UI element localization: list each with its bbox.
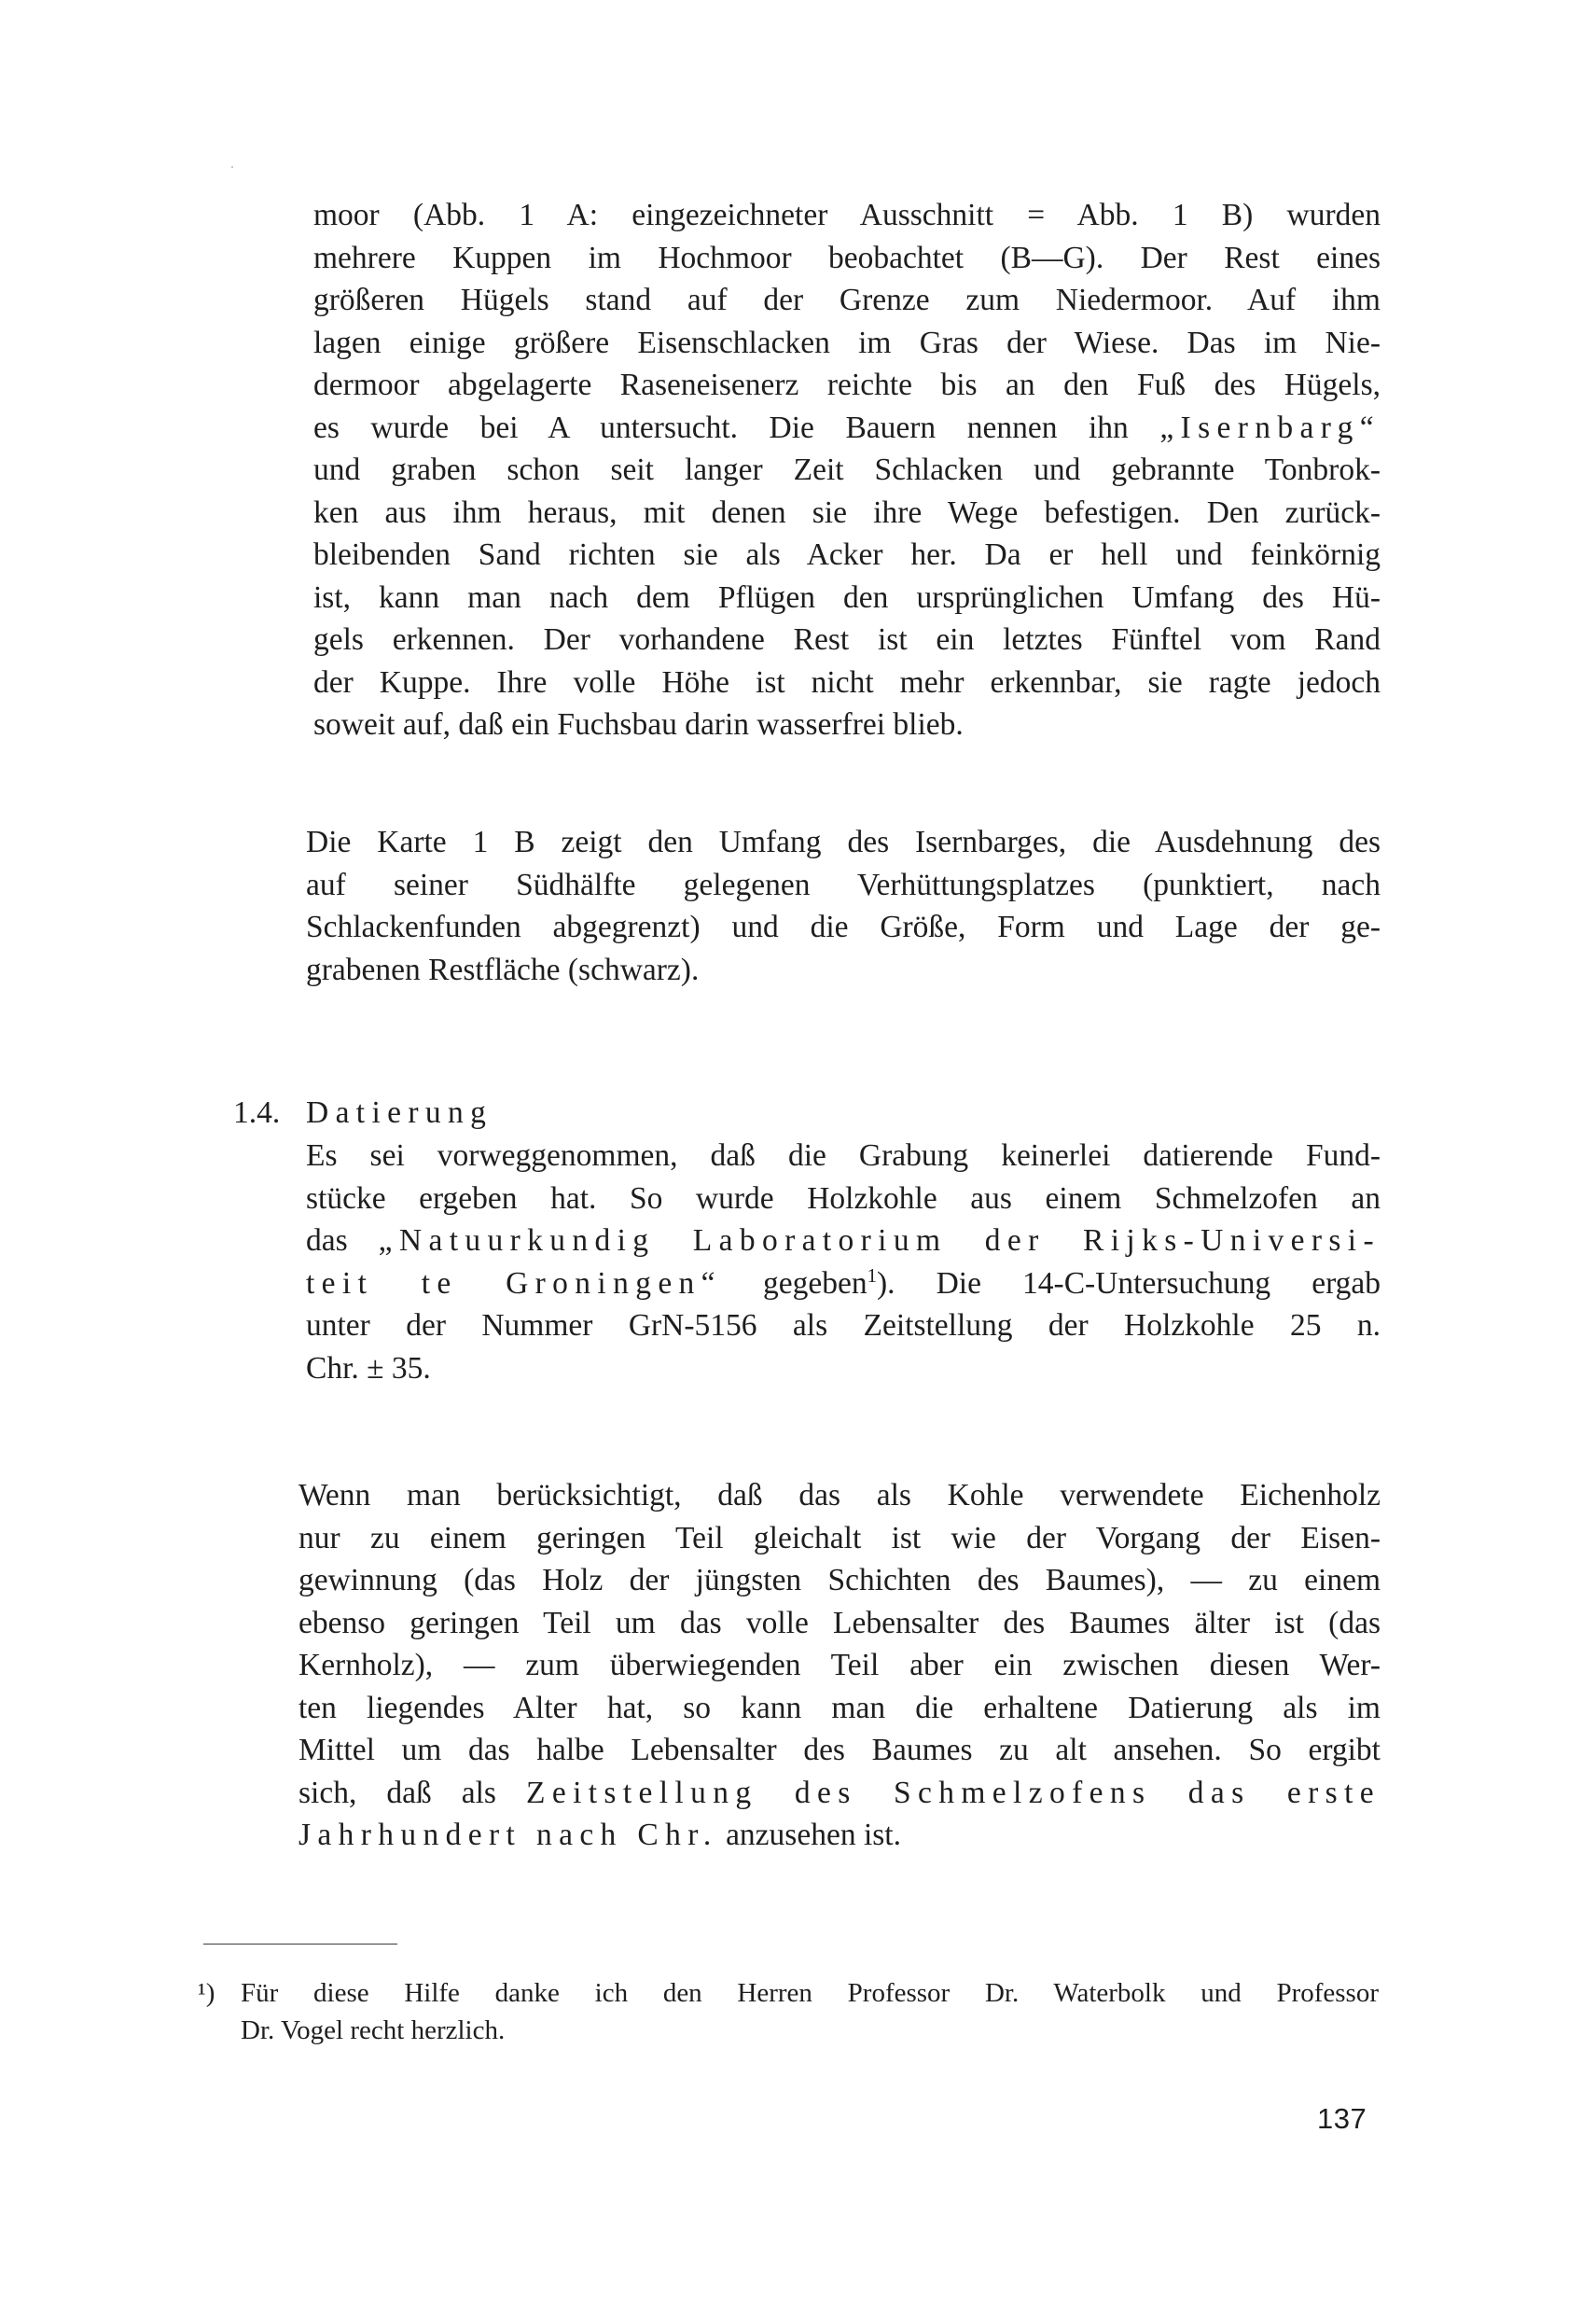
text-fragment: gegeben [763,1265,867,1301]
section-number: 1.4. [233,1095,281,1130]
text-line-with-emphasis [298,1814,1381,1857]
spaced-emphasis: Zeitstellung des Schmelzofens das erste [526,1775,1381,1810]
paragraph-isernbarg-description [313,194,1381,746]
footnote-rule [203,1944,397,1945]
text-line: ebenso geringen Teil um das volle Lebensalter des Baumes älter ist (das [298,1605,1381,1640]
paragraph-dating [306,1135,1381,1389]
text-line: grabenen Restfläche (schwarz). [306,952,700,987]
text-fragment: anzusehen ist. [726,1818,901,1852]
text-fragment: ). Die 14-C-Untersuchung ergab [877,1265,1381,1301]
text-fragment: das [306,1223,348,1258]
text-line: soweit auf, daß ein Fuchsbau darin wasserfrei blieb. [313,707,964,742]
text-line: größeren Hügels stand auf der Grenze zum Niedermoor. Auf ihm [313,283,1381,317]
spaced-lab-name-cont: teit te Groningen“ [306,1265,722,1301]
text-line: auf seiner Südhälfte gelegenen Verhüttungsplatzes (punktiert, nach [306,867,1381,902]
text-line: Mittel um das halbe Lebensalter des Baumes zu alt ansehen. So ergibt [298,1733,1381,1767]
text-line: Die Karte 1 B zeigt den Umfang des Isernbarges, die Ausdehnung des [306,825,1381,859]
text-line-with-name [313,407,1381,450]
spaced-emphasis: Jahrhundert nach Chr. [298,1818,718,1852]
text-line: Schlackenfunden abgegrenzt) und die Größe, Form und Lage der ge- [306,910,1381,944]
text-line: dermoor abgelagerte Raseneisenerz reichte bis an den Fuß des Hügels, [313,368,1381,402]
text-fragment: sich, daß als [298,1775,496,1810]
footnote-mark: ¹) [198,1978,215,2008]
paragraph-interpretation [298,1474,1381,1857]
text-line: ist, kann man nach dem Pflügen den ursprünglichen Umfang des Hü- [313,579,1381,615]
spaced-lab-name: „Natuurkundig Laboratorium der Rijks-Universi- [378,1223,1381,1258]
page-number: 137 [1317,2102,1367,2135]
text-line: Es sei vorweggenommen, daß die Grabung keinerlei datierende Fund- [306,1138,1381,1173]
text-line-with-footnote-ref [306,1262,1381,1305]
text-line: bleibenden Sand richten sie als Acker her. Da er hell und feinkörnig [313,537,1381,572]
text-line: ten liegendes Alter hat, so kann man die erhaltene Datierung als im [298,1690,1381,1725]
paragraph-map-description [306,821,1381,991]
footnote-line: Dr. Vogel recht herzlich. [241,2015,506,2045]
text-line: gewinnung (das Holz der jüngsten Schichten des Baumes), — zu einem [298,1563,1381,1597]
footnote-reference: 1 [867,1264,877,1287]
text-line: stücke ergeben hat. So wurde Holzkohle aus einem Schmelzofen an [306,1180,1381,1216]
text-line: Wenn man berücksichtigt, daß das als Kohle verwendete Eichenholz [298,1478,1381,1512]
section-title: Datierung [306,1095,493,1130]
footnote-text [241,1974,1379,2049]
text-line-with-lab-name [306,1220,1381,1262]
text-line: mehrere Kuppen im Hochmoor beobachtet (B—G). Der Rest eines [313,240,1381,275]
footnote-line: Für diese Hilfe danke ich den Herren Professor Dr. Waterbolk und Professor [241,1978,1379,2008]
text-line: Chr. ± 35. [306,1350,431,1386]
text-fragment: es wurde bei A untersucht. Die Bauern nennen ihn [313,410,1129,445]
text-line-with-emphasis [298,1772,1381,1815]
text-line: lagen einige größere Eisenschlacken im Gras der Wiese. Das im Nie- [313,325,1381,360]
text-line: Kernholz), — zum überwiegenden Teil aber ein zwischen diesen Wer- [298,1648,1381,1682]
text-line: der Kuppe. Ihre volle Höhe ist nicht mehr erkennbar, sie ragte jedoch [313,664,1381,700]
text-line: unter der Nummer GrN-5156 als Zeitstellung der Holzkohle 25 n. [306,1308,1381,1343]
text-line: gels erkennen. Der vorhandene Rest ist ein letztes Fünftel vom Rand [313,622,1381,657]
text-line: moor (Abb. 1 A: eingezeichneter Ausschnitt = Abb. 1 B) wurden [313,198,1381,232]
text-line: und graben schon seit langer Zeit Schlacken und gebrannte Tonbrok- [313,453,1381,487]
text-line: ken aus ihm heraus, mit denen sie ihre Wege befestigen. Den zurück- [313,495,1381,530]
spaced-name-isernbarg: „Isernbarg“ [1159,410,1381,445]
paper-speck [231,166,233,168]
text-line: nur zu einem geringen Teil gleichalt ist wie der Vorgang der Eisen- [298,1520,1381,1555]
